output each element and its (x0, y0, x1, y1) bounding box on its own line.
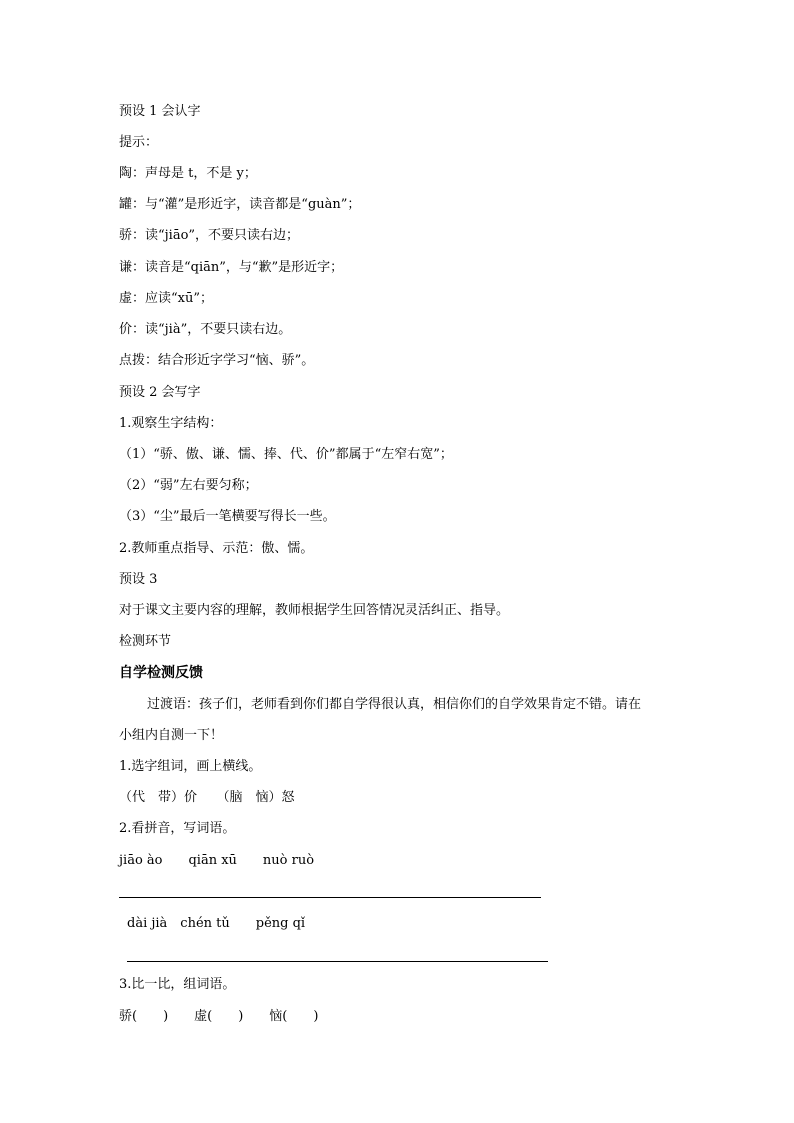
preset-3-heading: 预设 3 (119, 572, 158, 587)
preset-2-heading: 预设 2 会写字 (119, 385, 201, 400)
self-test-heading: 自学检测反馈 (119, 665, 203, 681)
structure-item-1: （1）“骄、傲、谦、懦、捧、代、价”都属于“左窄右宽”； (119, 447, 453, 462)
exercise-2: 2.看拼音，写词语。 (119, 821, 236, 836)
answer-line-1 (119, 897, 541, 898)
hint-tao: 陶：声母是 t，不是 y； (119, 166, 257, 181)
exercise-1-options: （代 带）价 （脑 恼）怒 (119, 790, 295, 805)
preset-3-text: 对于课文主要内容的理解，教师根据学生回答情况灵活纠正、指导。 (119, 603, 510, 618)
exercise-3: 3.比一比，组词语。 (119, 977, 236, 992)
hint-qian: 谦：读音是“qiān”，与“歉”是形近字； (119, 260, 344, 275)
structure-item-3: （3）“尘”最后一笔横要写得长一些。 (119, 509, 336, 524)
transition-text: 过渡语：孩子们，老师看到你们都自学得很认真，相信你们的自学效果肯定不错。请在 (147, 697, 642, 712)
hint-jiao: 骄：读“jiāo”，不要只读右边； (119, 228, 300, 243)
structure-item-2: （2）“弱”左右要匀称； (119, 478, 258, 493)
observe-structure: 1.观察生字结构： (119, 416, 223, 431)
transition-text-cont: 小组内自测一下！ (119, 728, 224, 743)
hint-xu: 虚：应读“xū”； (119, 291, 213, 306)
pinyin-row-2: dài jià chén tǔ pěng qǐ (127, 916, 306, 931)
hint-guan: 罐：与“灌”是形近字，读音都是“guàn”； (119, 197, 361, 212)
exercise-1: 1.选字组词，画上横线。 (119, 759, 262, 774)
guidance-note: 点拨：结合形近字学习“恼、骄”。 (119, 353, 315, 368)
teacher-guidance: 2.教师重点指导、示范：傲、懦。 (119, 541, 314, 556)
exercise-3-items: 骄( ) 虚( ) 恼( ) (119, 1009, 319, 1024)
pinyin-row-1: jiāo ào qiān xū nuò ruò (119, 853, 315, 868)
test-section-heading: 检测环节 (119, 634, 172, 649)
preset-1-heading: 预设 1 会认字 (119, 104, 201, 119)
hint-jia: 价：读“jià”，不要只读右边。 (119, 322, 292, 337)
answer-line-2 (127, 961, 548, 962)
hint-label: 提示： (119, 135, 159, 150)
